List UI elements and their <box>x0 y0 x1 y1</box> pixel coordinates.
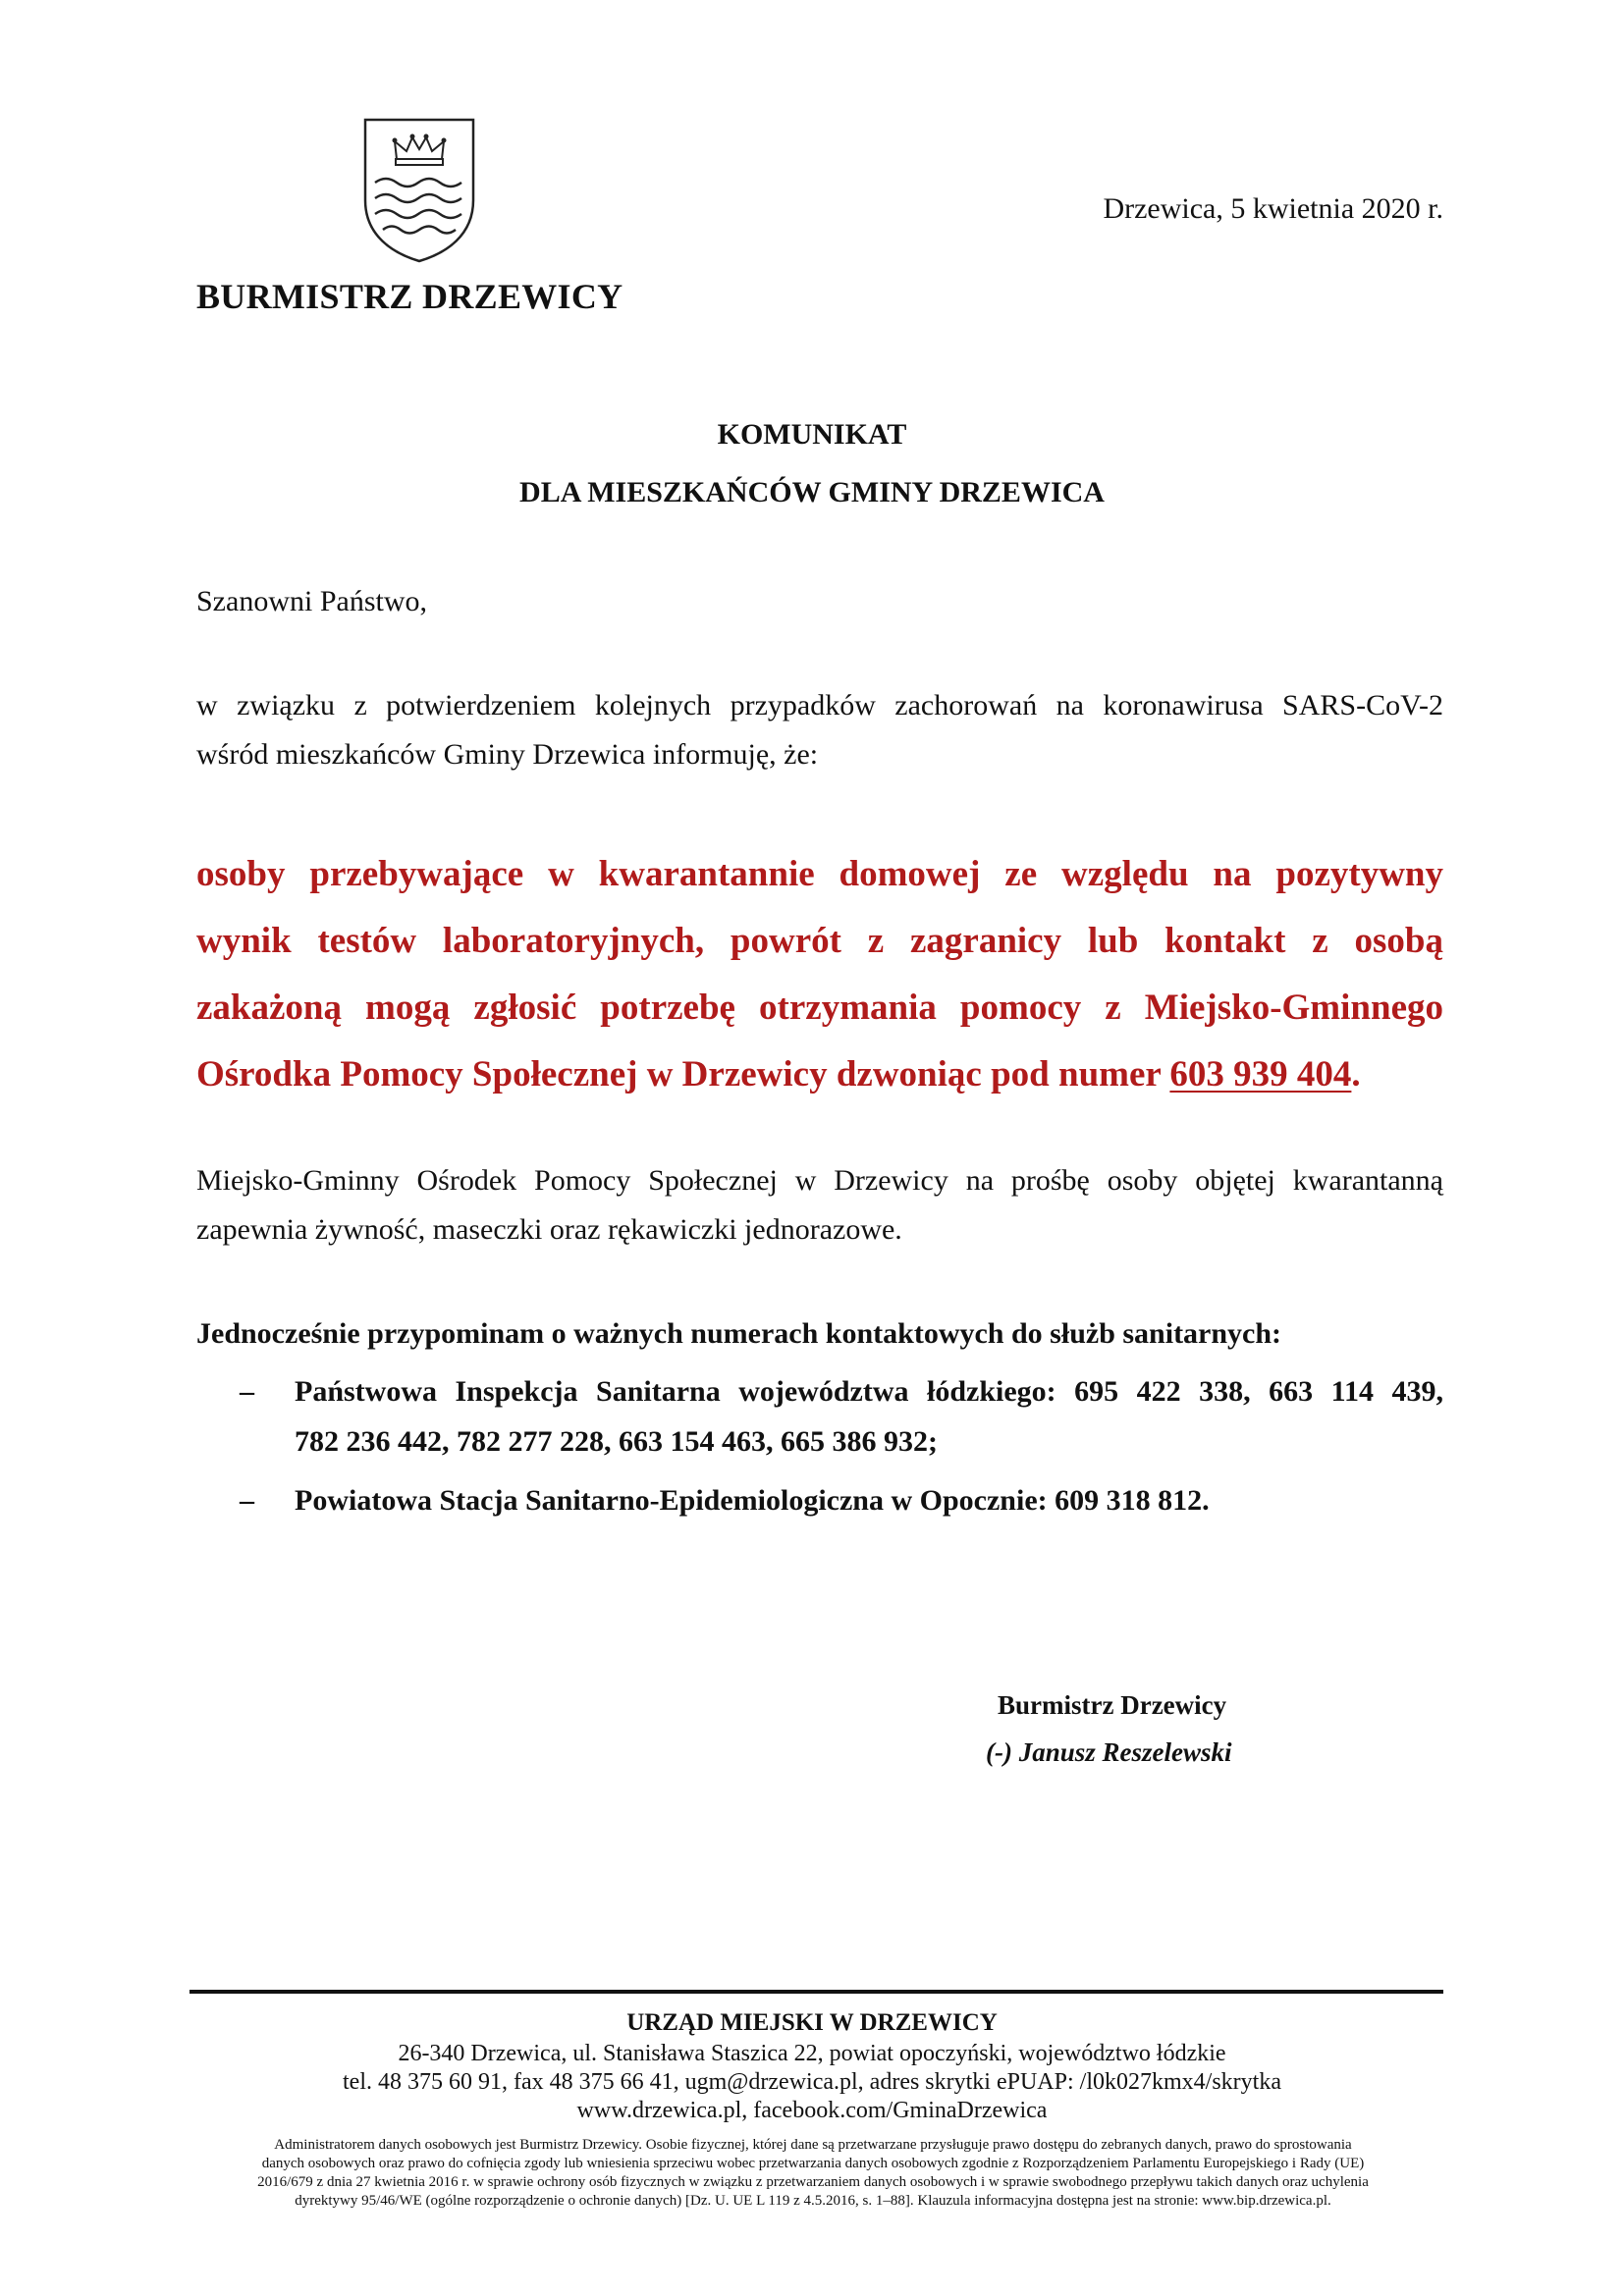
contact-line: Państwowa Inspekcja Sanitarna województwa łódzkiego: 695 422 338, 663 114 439, <box>295 1375 1443 1408</box>
notice-line-last <box>196 1041 1443 1108</box>
footer-divider <box>189 1990 1443 1994</box>
contact-line: 782 236 442, 782 277 228, 663 154 463, 665 386 932; <box>295 1425 938 1458</box>
notice-line: wynik testów laboratoryjnych, powrót z zagranicy lub kontakt z osobą <box>196 921 1443 961</box>
notice-period: . <box>1351 1054 1361 1095</box>
document-date: Drzewica, 5 kwietnia 2020 r. <box>1103 192 1443 225</box>
contact-list-item <box>196 1475 1443 1525</box>
privacy-clause <box>194 2136 1432 2211</box>
intro-paragraph <box>196 681 1443 779</box>
notice-text: Ośrodka Pomocy Społecznej w Drzewicy dzwoniąc pod numer <box>196 1054 1170 1095</box>
footer-web: www.drzewica.pl, facebook.com/GminaDrzewica <box>576 2098 1048 2123</box>
footer-address: 26-340 Drzewica, ul. Stanisława Staszica 22, powiat opoczyński, województwo łódzkie <box>398 2041 1226 2066</box>
coat-of-arms-icon <box>361 116 477 263</box>
intro-line: w związku z potwierdzeniem kolejnych przypadków zachorowań na koronawirusa SARS-CoV-2 <box>196 689 1443 721</box>
contact-line: Powiatowa Stacja Sanitarno-Epidemiologiczna w Opocznie: 609 318 812. <box>295 1484 1210 1517</box>
privacy-line: 2016/679 z dnia 27 kwietnia 2016 r. w sprawie ochrony osób fizycznych w związku z przetwarzaniem danych osobowych i w sprawie swobodnego przepływu takich danych oraz uchylenia <box>257 2174 1369 2190</box>
notice-line: osoby przebywające w kwarantannie domowej ze względu na pozytywny <box>196 854 1443 894</box>
notice-line: zakażoną mogą zgłosić potrzebę otrzymania pomocy z Miejsko-Gminnego <box>196 988 1443 1028</box>
document-title: KOMUNIKAT <box>717 418 907 451</box>
signature-title: Burmistrz Drzewicy <box>998 1690 1227 1720</box>
footer-contact: tel. 48 375 60 91, fax 48 375 66 41, ugm@drzewica.pl, adres skrytki ePUAP: /l0k027kmx4/skrytka <box>343 2069 1281 2095</box>
greeting: Szanowni Państwo, <box>196 585 427 617</box>
footer-office: URZĄD MIEJSKI W DRZEWICY <box>626 2009 998 2036</box>
privacy-line: Administratorem danych osobowych jest Burmistrz Drzewicy. Osobie fizycznej, której dane są przetwarzane przysługuje prawo dostępu do zebranych danych, prawo do sprostowania <box>274 2137 1352 2153</box>
reminder-heading: Jednocześnie przypominam o ważnych numerach kontaktowych do służb sanitarnych: <box>196 1317 1282 1350</box>
assist-line: Miejsko-Gminny Ośrodek Pomocy Społecznej w Drzewicy na prośbę osoby objętej kwarantanną <box>196 1164 1443 1197</box>
assistance-paragraph <box>196 1156 1443 1255</box>
privacy-line: danych osobowych oraz prawo do cofnięcia zgody lub wniesienia sprzeciwu wobec przetwarzania danych osobowych zgodnie z Rozporządzeniem Parlamentu Europejskiego i Rady (UE) <box>261 2156 1365 2171</box>
intro-line: wśród mieszkańców Gminy Drzewica informuję, że: <box>196 738 819 771</box>
privacy-line: dyrektywy 95/46/WE (ogólne rozporządzenie o ochronie danych) [Dz. U. UE L 119 z 4.5.2016, s. 1–88]. Klauzula informacyjna dostępna jest na stronie: www.bip.drzewica.pl. <box>295 2193 1331 2209</box>
signature-name: (-) Janusz Reszelewski <box>986 1737 1232 1767</box>
dash-bullet: – <box>240 1484 254 1517</box>
contact-list-item <box>196 1366 1443 1467</box>
dash-bullet: – <box>240 1375 254 1408</box>
help-phone-number: 603 939 404 <box>1169 1054 1352 1095</box>
issuer-title: BURMISTRZ DRZEWICY <box>196 277 623 316</box>
assist-line: zapewnia żywność, maseczki oraz rękawiczki jednorazowe. <box>196 1213 902 1246</box>
highlighted-notice <box>196 841 1443 1108</box>
document-subtitle: DLA MIESZKAŃCÓW GMINY DRZEWICA <box>519 476 1105 508</box>
